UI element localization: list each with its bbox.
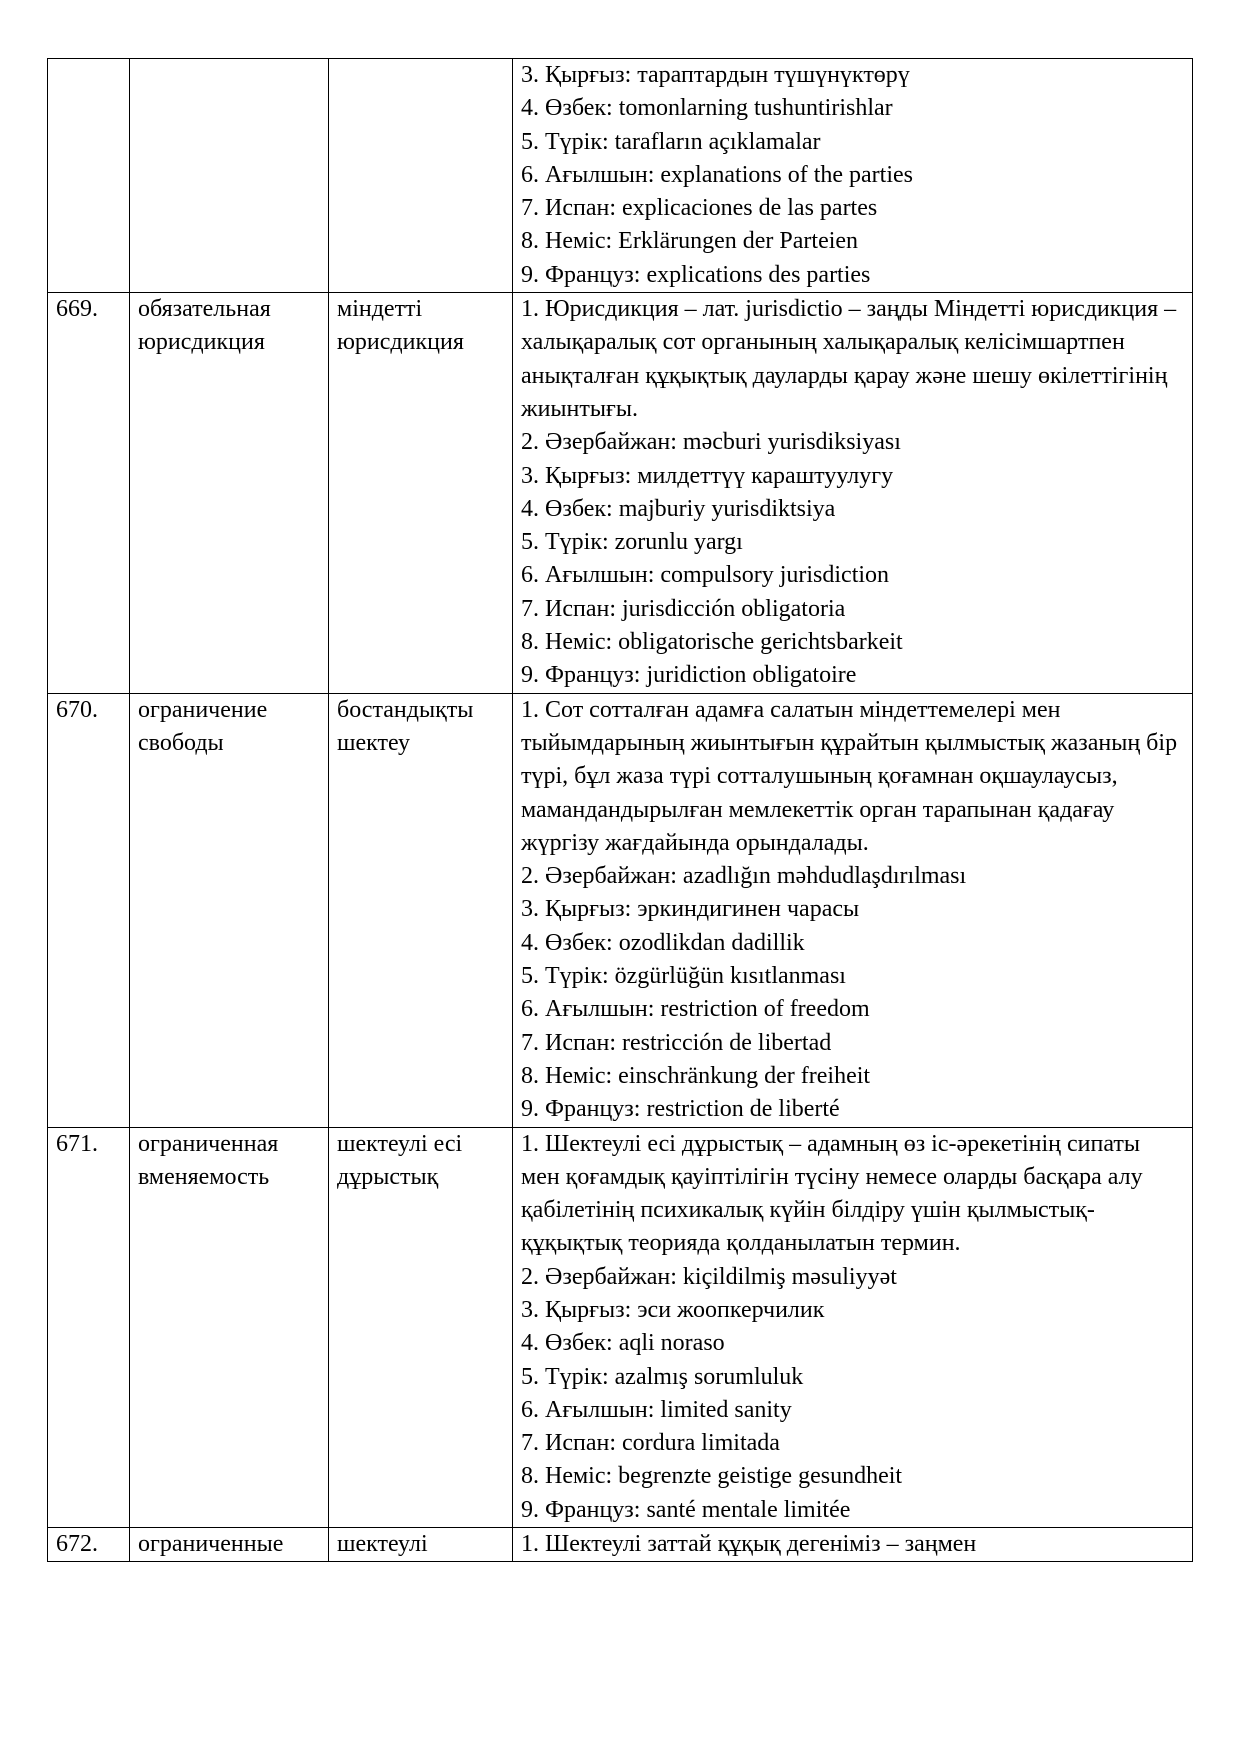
kazakh-term: міндетті юрисдикция <box>329 293 513 694</box>
translation-line: 9. Француз: santé mentale limitée <box>521 1496 851 1523</box>
russian-term: ограниченная вменяемость <box>130 1127 329 1528</box>
translation-line: 9. Француз: restriction de liberté <box>521 1096 840 1123</box>
translation-line: 8. Неміс: begrenzte geistige gesundheit <box>521 1463 903 1490</box>
translation-line: 3. Қырғыз: милдеттүү караштуулугу <box>521 462 894 489</box>
translation-line: 6. Ағылшын: explanations of the parties <box>521 161 913 188</box>
translation-line: 8. Неміс: Erklärungen der Parteien <box>521 228 859 255</box>
translation-line: 7. Испан: jurisdicción obligatoria <box>521 595 846 622</box>
entry-number: 670. <box>48 693 130 1127</box>
translation-line: 9. Француз: explications des parties <box>521 261 871 288</box>
translation-line: 3. Қырғыз: тараптардын түшүнүктөрү <box>521 62 910 88</box>
translation-line: 4. Өзбек: ozodlikdan dadillik <box>521 929 805 956</box>
translation-line: 5. Түрік: azalmış sorumluluk <box>521 1363 804 1390</box>
translation-line: 4. Өзбек: aqli noraso <box>521 1330 725 1357</box>
translation-line: 8. Неміс: einschränkung der freiheit <box>521 1062 871 1089</box>
translation-line: 5. Түрік: zorunlu yargı <box>521 529 743 556</box>
translation-line: 4. Өзбек: majburiy yurisdiktsiya <box>521 495 836 522</box>
table-row <box>48 1127 1193 1528</box>
translation-line: 7. Испан: explicaciones de las partes <box>521 195 878 222</box>
translation-line: 3. Қырғыз: эркиндигинен чарасы <box>521 896 860 923</box>
definition-cell <box>513 59 1193 293</box>
table-row <box>48 59 1193 293</box>
kazakh-term <box>329 59 513 293</box>
definition-text: 1. Юрисдикция – лат. jurisdictio – заңды Міндетті юрисдикция – халықаралық сот органының халықаралық келісімшартпен анықталған құқықтық дауларды қарау және шешу өкілеттігінің жиынтығы. <box>521 296 1177 422</box>
russian-term: ограниченные <box>130 1528 329 1562</box>
definition-text: 1. Сот сотталған адамға салатын міндеттемелері мен тыйымдарының жиынтығын құрайтын қылмыстық жазаның бір түрі, бұл жаза түрі сотталушының қоғамнан оқшаулаусыз, мамандандырылған мемлекеттік орган тарапынан қадағау жүргізу жағдайында орындалады. <box>521 696 1178 856</box>
translation-line: 6. Ағылшын: compulsory jurisdiction <box>521 562 890 589</box>
russian-term <box>130 59 329 293</box>
entry-number <box>48 59 130 293</box>
translation-line: 2. Әзербайжан: kiçildilmiş məsuliyyət <box>521 1263 897 1290</box>
translation-line: 2. Әзербайжан: məcburi yurisdiksiyası <box>521 429 901 456</box>
translation-line: 5. Түрік: özgürlüğün kısıtlanması <box>521 963 846 990</box>
entry-number: 669. <box>48 293 130 694</box>
entry-number: 671. <box>48 1127 130 1528</box>
table-row <box>48 1528 1193 1562</box>
translation-line: 3. Қырғыз: эси жоопкерчилик <box>521 1296 825 1323</box>
translation-line: 7. Испан: restricción de libertad <box>521 1029 832 1056</box>
table-row <box>48 693 1193 1127</box>
definition-cell <box>513 1528 1193 1562</box>
definition-cell <box>513 693 1193 1127</box>
translation-line: 6. Ағылшын: restriction of freedom <box>521 996 870 1023</box>
kazakh-term: шектеулі <box>329 1528 513 1562</box>
kazakh-term: шектеулі есі дұрыстық <box>329 1127 513 1528</box>
definition-text: 1. Шектеулі заттай құқық дегеніміз – заңмен <box>521 1531 977 1558</box>
translation-line: 7. Испан: cordura limitada <box>521 1430 780 1457</box>
definition-text: 1. Шектеулі есі дұрыстық – адамның өз іс-әрекетінің сипаты мен қоғамдық қауіптілігін түсіну немесе оларды басқара алу қабілетінің психикалық күйін білдіру үшін қылмыстық-құқықтық теорияда қолданылатын термин. <box>521 1130 1143 1257</box>
translation-line: 9. Француз: juridiction obligatoire <box>521 662 857 689</box>
translation-line: 8. Неміс: obligatorische gerichtsbarkeit <box>521 629 903 656</box>
table-row <box>48 293 1193 694</box>
translation-line: 6. Ағылшын: limited sanity <box>521 1396 792 1423</box>
dictionary-table <box>47 58 1193 1562</box>
definition-cell <box>513 293 1193 694</box>
russian-term: обязательная юрисдикция <box>130 293 329 694</box>
translation-line: 2. Әзербайжан: azadlığın məhdudlaşdırılması <box>521 863 967 890</box>
translation-line: 5. Түрік: tarafların açıklamalar <box>521 128 821 155</box>
translation-line: 4. Өзбек: tomonlarning tushuntirishlar <box>521 95 893 122</box>
definition-cell <box>513 1127 1193 1528</box>
russian-term: ограничение свободы <box>130 693 329 1127</box>
kazakh-term: бостандықты шектеу <box>329 693 513 1127</box>
entry-number: 672. <box>48 1528 130 1562</box>
